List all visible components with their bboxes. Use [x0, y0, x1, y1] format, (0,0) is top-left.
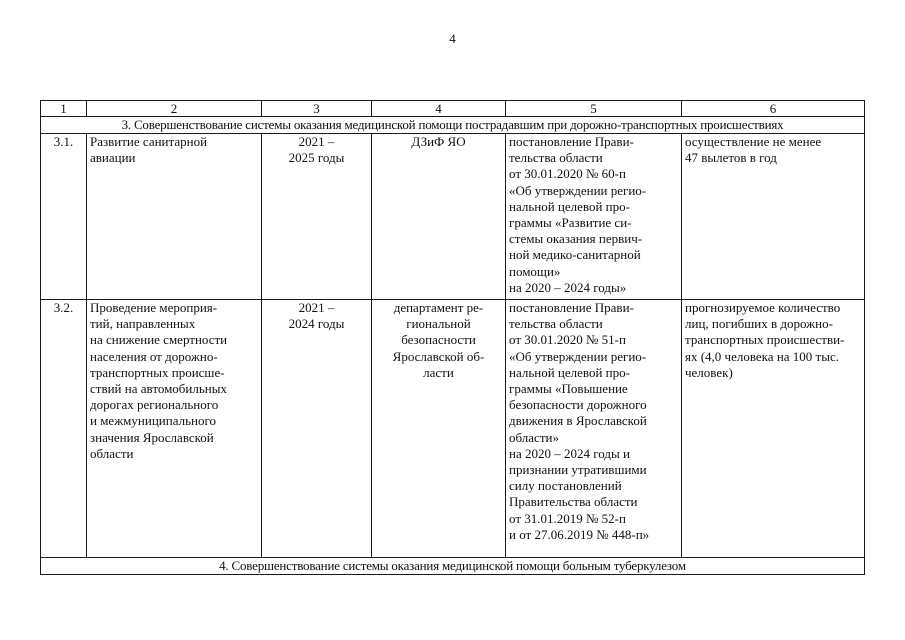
text-line: граммы «Повышение [509, 381, 628, 397]
text-line: ствий на автомобильных [90, 381, 227, 397]
text-line: от 31.01.2019 № 52-п [509, 510, 626, 526]
text-line: ной медико-санитарной [509, 247, 641, 263]
text-line: «Об утверждении регио- [509, 182, 647, 198]
measure-cell [87, 300, 262, 558]
text-line: на снижение смертности [90, 332, 228, 348]
text-line: лиц, погибших в дорожно- [685, 316, 833, 332]
column-header-4: 4 [372, 101, 506, 117]
text-line: области» [509, 429, 559, 445]
text-line: дорогах регионального [90, 397, 219, 413]
document-cell [506, 300, 682, 558]
text-line: ДЗиФ ЯО [411, 134, 466, 149]
text-line: транспортных происшестви- [685, 332, 845, 348]
text-line: нальной целевой про- [509, 198, 630, 214]
text-line: Правительства области [509, 494, 638, 510]
page-number: 4 [449, 31, 456, 46]
column-header-5: 5 [506, 101, 682, 117]
text-line: 2021 – [298, 300, 335, 315]
column-header-2: 2 [87, 101, 262, 117]
text-line: ях (4,0 человека на 100 тыс. [685, 348, 839, 364]
text-line: силу постановлений [509, 478, 622, 494]
text-line: на 2020 – 2024 годы» [509, 279, 627, 295]
result-cell [682, 300, 865, 558]
text-line: помощи» [509, 263, 561, 279]
measures-table [40, 100, 865, 575]
text-line: безопасности дорожного [509, 397, 647, 413]
text-line: тельства области [509, 316, 603, 332]
text-line: области [90, 445, 134, 461]
period-cell [262, 300, 372, 558]
text-line: ласти [423, 364, 454, 380]
text-line: значения Ярославской [90, 429, 214, 445]
text-line: человек) [685, 364, 733, 380]
text-line: прогнозируемое количество [685, 300, 841, 315]
text-line: «Об утверждении регио- [509, 348, 647, 364]
text-line: гиональной [406, 316, 471, 332]
text-line: Проведение мероприя- [90, 300, 218, 315]
text-line: 47 вылетов в год [685, 150, 777, 166]
result-cell [682, 134, 865, 300]
table-row [41, 134, 865, 300]
period-cell [262, 134, 372, 300]
section-row [41, 558, 865, 575]
text-line: от 30.01.2020 № 60-п [509, 166, 626, 182]
executor-cell [372, 134, 506, 300]
text-line: безопасности [401, 332, 476, 348]
column-header-1: 1 [41, 101, 87, 117]
section-row [41, 117, 865, 134]
text-line: тельства области [509, 150, 603, 166]
text-line: постановление Прави- [509, 300, 634, 315]
text-line: Ярославской об- [392, 348, 485, 364]
text-line: 2021 – [298, 134, 335, 149]
row-number: 3.1. [41, 134, 87, 300]
column-header-3: 3 [262, 101, 372, 117]
text-line: населения от дорожно- [90, 348, 218, 364]
text-line: постановление Прави- [509, 134, 634, 149]
text-line: движения в Ярославской [509, 413, 647, 429]
text-line: транспортных происше- [90, 364, 225, 380]
measure-cell [87, 134, 262, 300]
section-title: 3. Совершенствование системы оказания медицинской помощи пострадавшим при дорожно-транспортных происшествиях [41, 117, 865, 134]
text-line: на 2020 – 2024 годы и [509, 445, 630, 461]
text-line: осуществление не менее [685, 134, 822, 149]
text-line: департамент ре- [393, 300, 484, 315]
text-line: граммы «Развитие си- [509, 215, 632, 231]
text-line: стемы оказания первич- [509, 231, 643, 247]
text-line: и межмуниципального [90, 413, 216, 429]
text-line: признании утратившими [509, 462, 647, 478]
text-line: от 30.01.2020 № 51-п [509, 332, 626, 348]
text-line: нальной целевой про- [509, 364, 630, 380]
column-header-6: 6 [682, 101, 865, 117]
table-row [41, 300, 865, 558]
text-line: тий, направленных [90, 316, 196, 332]
text-line: Развитие санитарной [90, 134, 208, 149]
executor-cell [372, 300, 506, 558]
document-cell [506, 134, 682, 300]
text-line: 2025 годы [288, 150, 345, 166]
text-line: авиации [90, 150, 136, 166]
text-line: 2024 годы [288, 316, 345, 332]
text-line: и от 27.06.2019 № 448-п» [509, 526, 650, 542]
header-row [41, 101, 865, 117]
section-title: 4. Совершенствование системы оказания медицинской помощи больным туберкулезом [41, 558, 865, 575]
row-number: 3.2. [41, 300, 87, 558]
